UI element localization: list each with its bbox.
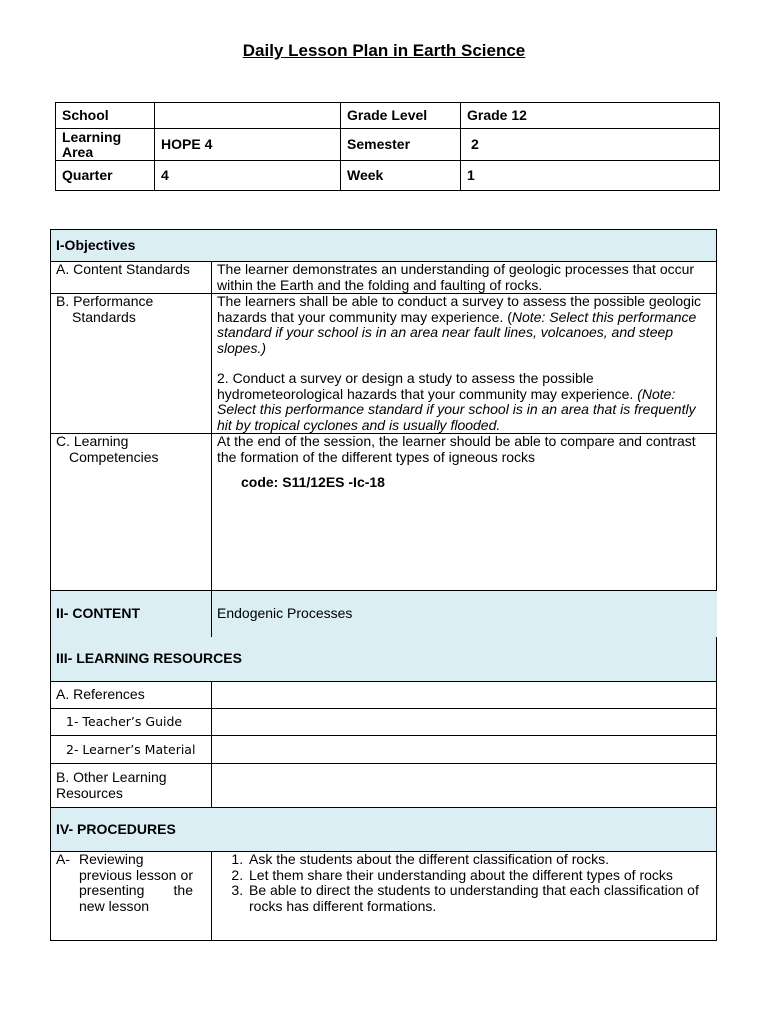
school-value: [155, 103, 341, 129]
content-standards-text: The learner demonstrates an understanding of geologic processes that occur within the Earth and the folding and faulting of rocks.: [212, 262, 717, 294]
list-item: 3. Be able to direct the students to understanding that each classification of rocks has different formations.: [247, 883, 716, 914]
week-label: Week: [341, 161, 461, 191]
learning-resources-heading: III- LEARNING RESOURCES: [51, 637, 717, 682]
other-resources-value: [212, 764, 717, 808]
learning-area-value: HOPE 4: [155, 129, 341, 161]
references-label: A. References: [51, 682, 212, 709]
other-resources-label: B. Other Learning Resources: [51, 764, 212, 808]
references-value: [212, 682, 717, 709]
learning-competencies-label: C. Learning Competencies: [51, 434, 212, 591]
content-heading: II- CONTENT: [51, 591, 212, 637]
procedure-steps-list: [217, 852, 716, 914]
quarter-label: Quarter: [56, 161, 155, 191]
quarter-value: 4: [155, 161, 341, 191]
grade-level-value: Grade 12: [461, 103, 720, 129]
objectives-heading: I-Objectives: [51, 230, 717, 262]
procedure-a-label: A- Reviewing previous lesson or presenting the new lesson: [51, 852, 212, 941]
procedure-a-steps: [212, 852, 717, 941]
content-value: Endogenic Processes: [212, 591, 717, 637]
list-item: 1. Ask the students about the different classification of rocks.: [247, 852, 716, 868]
semester-label: Semester: [341, 129, 461, 161]
procedures-heading: IV- PROCEDURES: [51, 808, 717, 852]
semester-value: 2: [461, 129, 720, 161]
school-info-table: [55, 102, 720, 191]
page-title: Daily Lesson Plan in Earth Science: [242, 41, 526, 60]
learning-competencies-text: At the end of the session, the learner should be able to compare and contrast the formation of the different types of igneous rocks code: S11/12ES -Ic-18: [212, 434, 717, 591]
teachers-guide-label: 1- Teacher’s Guide: [51, 709, 212, 736]
performance-standards-text: The learners shall be able to conduct a survey to assess the possible geologic hazards that your community may experience. (Note: Select this performance standard if your school is in an area near fault lines, volcanoes, and steep slopes.) 2. Conduct a survey or design a study to assess the possible hydrometeorological hazards that your community may experience. (Note: Select this performance standard if your school is in an area that is frequently hit by tropical cyclones and is usually flooded.: [212, 294, 717, 434]
competency-code: code: S11/12ES -Ic-18: [241, 474, 385, 490]
learning-area-label: Learning Area: [56, 129, 155, 161]
school-label: School: [56, 103, 155, 129]
week-value: 1: [461, 161, 720, 191]
lesson-plan-table: [50, 229, 717, 941]
teachers-guide-value: [212, 709, 717, 736]
content-standards-label: A. Content Standards: [51, 262, 212, 294]
list-item: 2. Let them share their understanding about the different types of rocks: [247, 868, 716, 884]
performance-standards-label: B. Performance Standards: [51, 294, 212, 434]
learners-material-value: [212, 736, 717, 764]
learners-material-label: 2- Learner’s Material: [51, 736, 212, 764]
grade-level-label: Grade Level: [341, 103, 461, 129]
